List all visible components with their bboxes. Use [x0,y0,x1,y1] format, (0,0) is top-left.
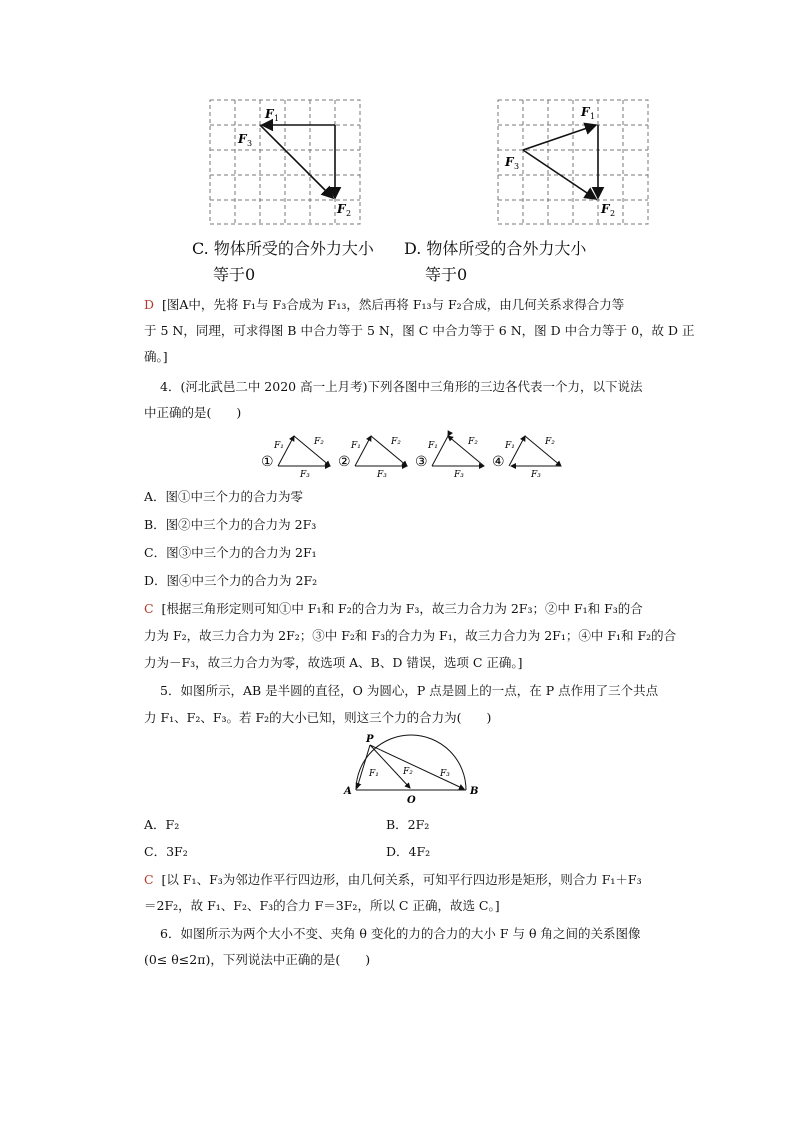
q3-answer-letter: D [144,297,155,312]
svg-text:2: 2 [346,209,352,218]
d-f1-label: F [581,105,590,119]
q5-point-b: B [470,786,479,797]
svg-text:3: 3 [247,139,253,148]
q5-answer-line1: C [以 F₁、F₃为邻边作平行四边形，由几何关系，可知平行四边形是矩形，则合力 F₁＋F₃ [144,872,642,887]
q4-option-c: C．图③中三个力的合力为 2F₁ [144,545,317,560]
svg-text:F₂: F₂ [545,437,555,447]
q3-answer-line1: D [图A中，先将 F₁与 F₃合成为 F₁₃，然后再将 F₁₃与 F₂合成，由几何关系求得合力等 [144,297,625,312]
c-f3-label: F [238,132,247,146]
svg-text:F₁: F₁ [428,441,438,451]
q4-answer-line3: 力为－F₃，故三力合力为零，故选项 A、B、D 错误，选项 C 正确。] [144,655,523,670]
svg-text:3: 3 [514,162,520,171]
svg-text:F₂: F₂ [391,437,401,447]
q4-triangle-figures [258,430,568,480]
svg-text:1: 1 [274,114,280,123]
svg-text:1: 1 [590,112,596,121]
q4-option-a: A．图①中三个力的合力为零 [144,489,304,504]
caption-d-line2: 等于0 [425,265,468,284]
svg-text:F₂: F₂ [468,437,478,447]
q4-stem-line1: 4．(河北武邑二中 2020 高一上月考)下列各图中三角形的三边各代表一个力，以下说法 [160,379,643,394]
q6-stem-line1: 6．如图所示为两个大小不变、夹角 θ 变化的力的合力的大小 F 与 θ 角之间的关系图像 [160,926,641,941]
q4-fig1-label: ① [261,454,274,470]
q4-fig2-label: ② [338,454,351,470]
d-f3-label: F [505,155,514,169]
q5-option-b: B．2F₂ [386,817,430,832]
svg-text:F₃: F₃ [300,470,310,480]
q5-stem-line1: 5．如图所示，AB 是半圆的直径，O 为圆心，P 点是圆上的一点，在 P 点作用了三个共点 [160,683,659,698]
q5-answer-line2: ＝2F₂，故 F₁、F₂、F₃的合力 F＝3F₂，所以 C 正确，故选 C。] [144,898,500,913]
figure-d-grid [493,96,653,228]
q4-option-d: D．图④中三个力的合力为 2F₂ [144,573,318,588]
svg-text:F₁: F₁ [274,441,284,451]
c-f1-label: F [265,107,274,121]
q4-option-b: B．图②中三个力的合力为 2F₃ [144,517,317,532]
q3-answer-line3: 确。] [144,349,168,364]
q4-fig3-label: ③ [415,454,428,470]
caption-d-line1: D. 物体所受的合外力大小 [404,239,587,258]
q5-option-a: A．F₂ [144,817,180,832]
q5-f2-label: F₂ [403,767,413,777]
q4-stem-line2: 中正确的是( ) [144,405,242,420]
svg-text:F₁: F₁ [505,441,515,451]
svg-text:F₁: F₁ [351,441,361,451]
q5-f1-arrow [357,745,370,788]
q4-answer-line1: C [根据三角形定则可知①中 F₁和 F₂的合力为 F₃，故三力合力为 2F₃；②中 F₁和 F₃的合 [144,601,643,616]
svg-text:F₃: F₃ [454,470,464,480]
c-f2-label: F [337,202,346,216]
q5-stem-line2: 力 F₁、F₂、F₃。若 F₂的大小已知，则这三个力的合力为( ) [144,710,492,725]
figure-c-grid [205,96,365,228]
q5-point-p: P [366,734,374,745]
svg-text:F₃: F₃ [531,470,541,480]
caption-c-line1: C. 物体所受的合外力大小 [192,239,374,258]
svg-text:F₃: F₃ [377,470,387,480]
caption-c-line2: 等于0 [213,265,256,284]
d-f1-arrow [523,125,596,150]
q5-option-d: D．4F₂ [386,844,431,859]
q5-f3-label: F₃ [440,769,450,779]
c-f2-arrow [260,125,333,198]
q5-semicircle-figure [340,732,490,808]
d-f2-label: F [601,202,610,216]
q5-option-c: C．3F₂ [144,844,188,859]
q4-fig4-label: ④ [492,454,505,470]
q5-point-a: A [344,786,352,797]
q5-point-o: O [407,795,416,806]
q6-stem-line2: (0≤ θ≤2π)，下列说法中正确的是( ) [144,952,371,967]
svg-text:2: 2 [610,209,616,218]
svg-text:F₂: F₂ [314,437,324,447]
q5-f1-label: F₁ [369,769,379,779]
q5-answer-letter: C [144,872,154,887]
q4-answer-line2: 力为 F₂，故三力合力为 2F₂；③中 F₂和 F₃的合力为 F₁，故三力合力为 2F₁；④中 F₁和 F₂的合 [144,628,677,643]
q3-answer-line2: 于 5 N，同理，可求得图 B 中合力等于 5 N，图 C 中合力等于 6 N，图 D 中合力等于 0，故 D 正 [144,323,695,338]
q4-answer-letter: C [144,601,154,616]
